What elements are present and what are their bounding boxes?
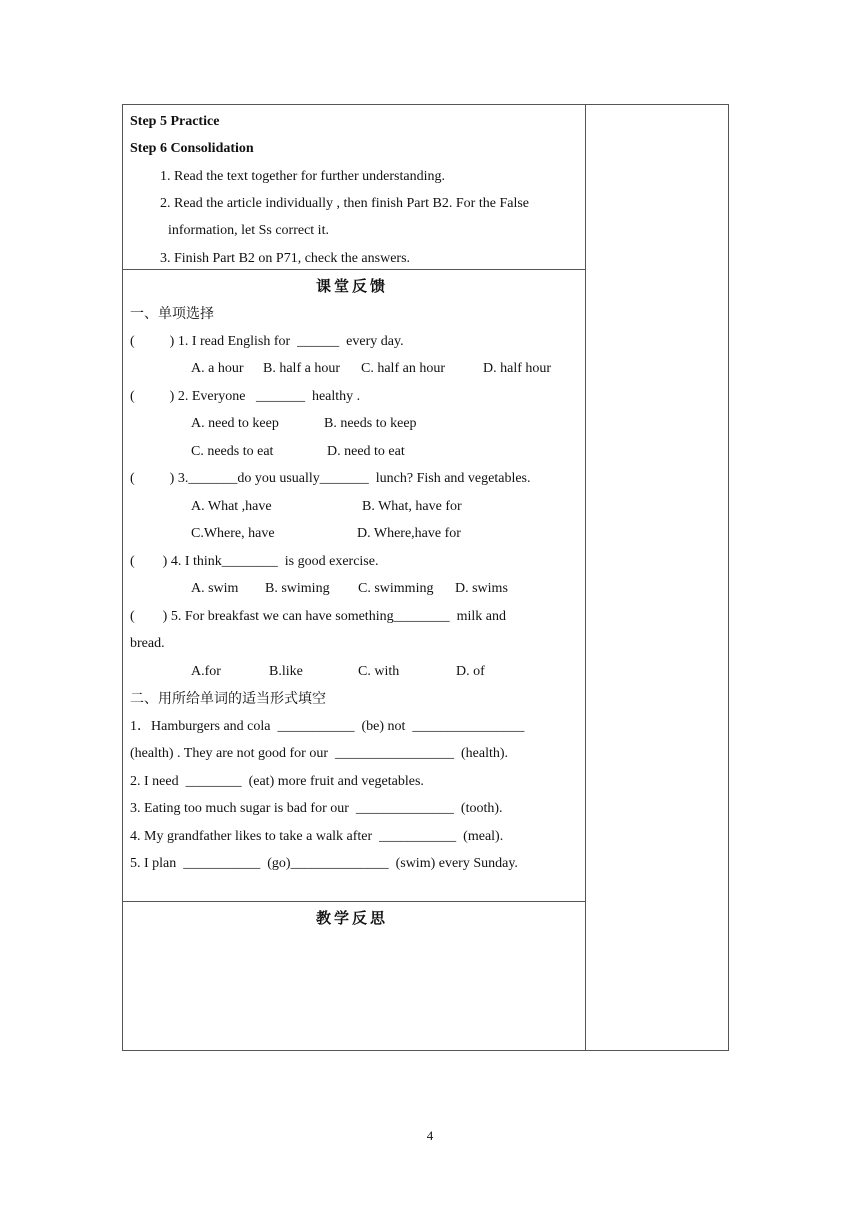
step-line-2b: information, let Ss correct it. bbox=[168, 223, 329, 238]
q3-stem: ( ) 3._______do you usually_______ lunch? Fish and vegetables. bbox=[130, 471, 531, 486]
step5-title: Step 5 Practice bbox=[130, 114, 220, 129]
fill-item-5: 5. I plan ___________ (go)______________ (swim) every Sunday. bbox=[130, 856, 518, 871]
q3-opt-c: C.Where, have bbox=[191, 526, 275, 541]
table-row-divider-reflection bbox=[122, 901, 586, 902]
q1-opt-a: A. a hour bbox=[191, 361, 244, 376]
q4-opt-a: A. swim bbox=[191, 581, 239, 596]
q4-opt-c: C. swimming bbox=[358, 581, 434, 596]
table-row-divider-feedback bbox=[122, 269, 586, 270]
section2-title: 二、用所给单词的适当形式填空 bbox=[130, 691, 326, 707]
q2-opt-b: B. needs to keep bbox=[324, 416, 417, 431]
step-line-1: 1. Read the text together for further understanding. bbox=[160, 169, 445, 184]
q1-opt-b: B. half a hour bbox=[263, 361, 340, 376]
fill-item-1a: 1．Hamburgers and cola ___________ (be) not ________________ bbox=[130, 719, 525, 734]
table-border-right bbox=[728, 104, 729, 1051]
q4-opt-d: D. swims bbox=[455, 581, 508, 596]
q3-opt-d: D. Where,have for bbox=[357, 526, 461, 541]
section1-title: 一、单项选择 bbox=[130, 306, 214, 322]
q2-opt-a: A. need to keep bbox=[191, 416, 279, 431]
feedback-heading: 课堂反馈 bbox=[316, 277, 389, 295]
reflection-heading: 教学反思 bbox=[316, 909, 389, 927]
q5-stem-continued: bread. bbox=[130, 636, 165, 651]
step-line-3: 3. Finish Part B2 on P71, check the answers. bbox=[160, 251, 411, 266]
q4-opt-b: B. swiming bbox=[265, 581, 330, 596]
table-border-left bbox=[122, 104, 123, 1051]
table-border-top bbox=[122, 104, 729, 105]
step-line-2a: 2. Read the article individually , then finish Part B2. For the False bbox=[160, 196, 529, 211]
q5-opt-c: C. with bbox=[358, 664, 400, 679]
q2-opt-d: D. need to eat bbox=[327, 444, 405, 459]
q1-opt-c: C. half an hour bbox=[361, 361, 445, 376]
fill-item-2: 2. I need ________ (eat) more fruit and vegetables. bbox=[130, 774, 424, 789]
q3-opt-b: B. What, have for bbox=[362, 499, 462, 514]
q3-opt-a: A. What ,have bbox=[191, 499, 272, 514]
table-column-divider bbox=[585, 104, 586, 1051]
page-number: 4 bbox=[426, 1128, 434, 1143]
q2-stem: ( ) 2. Everyone _______ healthy . bbox=[130, 389, 361, 404]
fill-item-1b: (health) . They are not good for our _________________ (health). bbox=[130, 746, 509, 761]
q1-stem: ( ) 1. I read English for ______ every day. bbox=[130, 334, 404, 349]
q5-opt-d: D. of bbox=[456, 664, 485, 679]
table-border-bottom bbox=[122, 1050, 729, 1051]
fill-item-4: 4. My grandfather likes to take a walk after ___________ (meal). bbox=[130, 829, 504, 844]
step6-title: Step 6 Consolidation bbox=[130, 141, 254, 156]
fill-item-3: 3. Eating too much sugar is bad for our ______________ (tooth). bbox=[130, 801, 503, 816]
q2-opt-c: C. needs to eat bbox=[191, 444, 274, 459]
q5-opt-a: A.for bbox=[191, 664, 221, 679]
q5-opt-b: B.like bbox=[269, 664, 303, 679]
q1-opt-d: D. half hour bbox=[483, 361, 552, 376]
q4-stem: ( ) 4. I think________ is good exercise. bbox=[130, 554, 379, 569]
q5-stem: ( ) 5. For breakfast we can have something________ milk and bbox=[130, 609, 506, 624]
